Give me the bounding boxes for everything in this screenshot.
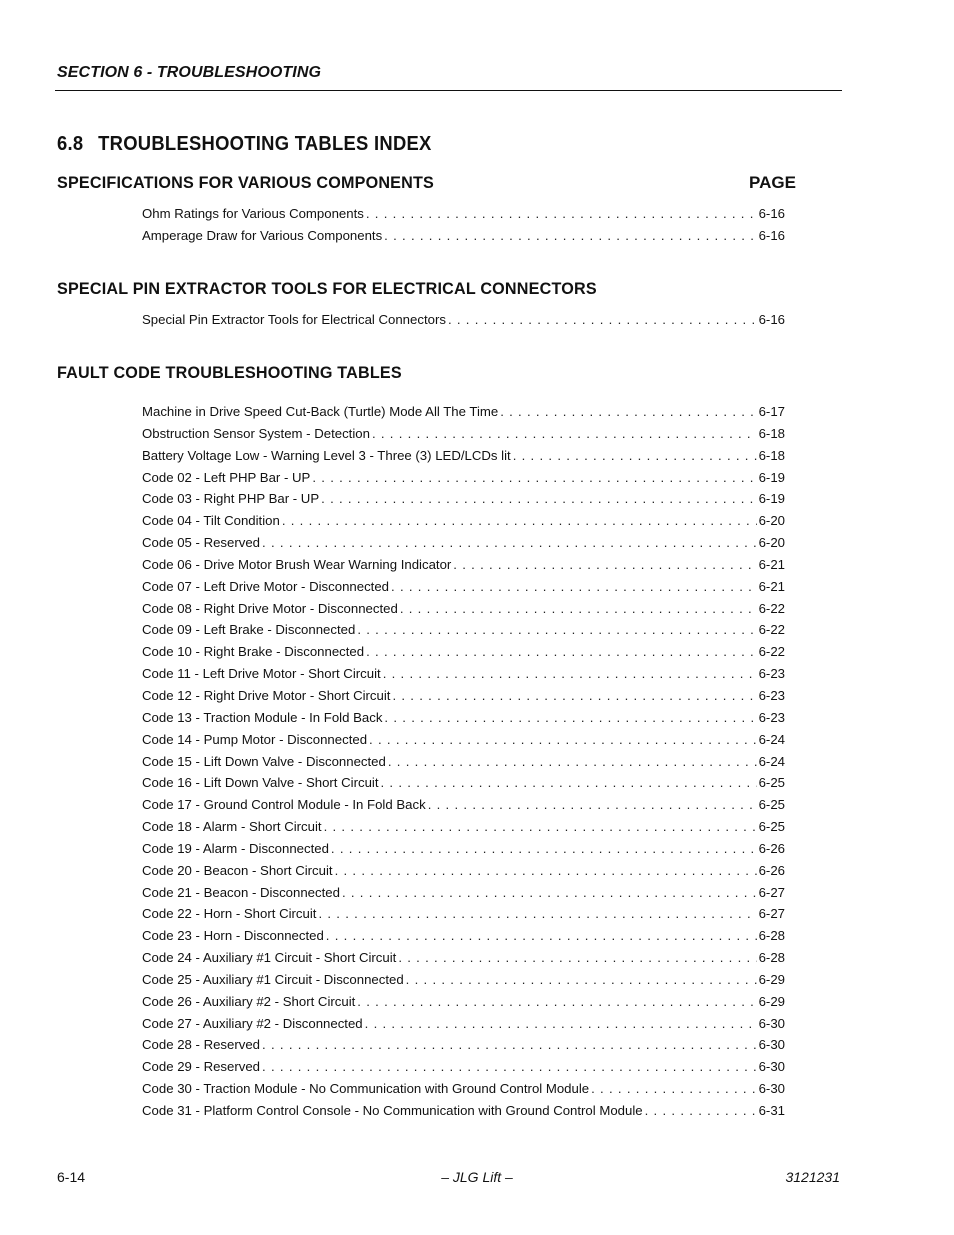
page-column-heading: PAGE <box>749 173 796 192</box>
toc-entry[interactable] <box>142 903 785 925</box>
toc-entry[interactable] <box>142 969 785 991</box>
dot-leader <box>400 598 757 620</box>
toc-entry-page: 6-16 <box>758 227 785 243</box>
toc-entry-page: 6-30 <box>758 1081 785 1097</box>
toc-list-pin-extractor-tools <box>142 309 785 331</box>
toc-entry[interactable] <box>142 401 785 423</box>
footer-document-number: 3121231 <box>785 1169 840 1185</box>
toc-entry[interactable] <box>142 309 785 331</box>
dot-leader <box>335 860 757 882</box>
dot-leader <box>366 641 756 663</box>
dot-leader <box>357 991 756 1013</box>
toc-entry-page: 6-28 <box>758 950 785 966</box>
toc-entry[interactable] <box>142 641 785 663</box>
dot-leader <box>448 309 757 331</box>
toc-entry-page: 6-16 <box>758 206 785 221</box>
toc-entry-title: Code 15 - Lift Down Valve - Disconnected <box>142 753 386 769</box>
toc-entry[interactable] <box>142 663 785 685</box>
toc-entry-title: Code 29 - Reserved <box>142 1059 261 1075</box>
toc-entry[interactable] <box>142 1078 785 1100</box>
toc-entry[interactable] <box>142 685 785 707</box>
toc-entry-title: Code 08 - Right Drive Motor - Disconnected <box>142 600 398 616</box>
toc-entry[interactable] <box>142 772 785 794</box>
toc-entry-title: Code 09 - Left Brake - Disconnected <box>142 622 356 638</box>
toc-entry-page: 6-31 <box>758 1103 785 1118</box>
toc-entry-page: 6-26 <box>758 862 785 878</box>
section-title: TROUBLESHOOTING TABLES INDEX <box>98 133 432 155</box>
toc-entry-page: 6-17 <box>758 404 785 419</box>
toc-entry-page: 6-23 <box>758 666 785 682</box>
toc-entry-page: 6-25 <box>758 819 785 835</box>
dot-leader <box>500 401 756 423</box>
toc-entry-page: 6-24 <box>758 731 785 747</box>
toc-entry-title: Obstruction Sensor System - Detection <box>142 425 370 441</box>
toc-entry-title: Code 17 - Ground Control Module - In Fold Back <box>142 797 426 813</box>
dot-leader <box>366 203 757 225</box>
toc-entry[interactable] <box>142 794 785 816</box>
toc-entry-page: 6-22 <box>758 600 785 616</box>
toc-entry-page: 6-22 <box>758 622 785 638</box>
dot-leader <box>331 838 757 860</box>
toc-entry-title: Code 05 - Reserved <box>142 535 261 551</box>
toc-entry-title: Code 02 - Left PHP Bar - UP <box>142 469 311 485</box>
toc-entry-title: Code 21 - Beacon - Disconnected <box>142 884 340 900</box>
toc-entry[interactable] <box>142 423 785 445</box>
toc-entry-page: 6-26 <box>758 840 785 856</box>
dot-leader <box>428 794 757 816</box>
toc-entry-page: 6-25 <box>758 797 785 813</box>
toc-entry-page: 6-30 <box>758 1059 785 1075</box>
toc-entry-page: 6-24 <box>758 753 785 769</box>
toc-entry[interactable] <box>142 882 785 904</box>
toc-entry-title: Code 22 - Horn - Short Circuit <box>142 906 317 922</box>
toc-entry-page: 6-21 <box>758 556 785 572</box>
dot-leader <box>365 1013 757 1035</box>
group-heading-specifications: SPECIFICATIONS FOR VARIOUS COMPONENTS <box>57 173 435 192</box>
toc-entry[interactable] <box>142 598 785 620</box>
toc-entry-title: Code 11 - Left Drive Motor - Short Circuit <box>142 666 381 682</box>
toc-entry-page: 6-27 <box>758 884 785 900</box>
toc-entry-title: Code 20 - Beacon - Short Circuit <box>142 862 333 878</box>
dot-leader <box>262 1056 757 1078</box>
toc-entry-title: Code 04 - Tilt Condition <box>142 513 280 529</box>
toc-entry-title: Code 27 - Auxiliary #2 - Disconnected <box>142 1015 363 1031</box>
toc-entry-page: 6-23 <box>758 687 785 703</box>
dot-leader <box>384 225 756 247</box>
toc-entry-title: Ohm Ratings for Various Components <box>142 206 364 221</box>
dot-leader <box>282 510 757 532</box>
toc-entry-page: 6-20 <box>758 513 785 529</box>
toc-entry[interactable] <box>142 751 785 773</box>
dot-leader <box>326 925 757 947</box>
toc-entry-title: Code 13 - Traction Module - In Fold Back <box>142 709 383 725</box>
page-title <box>57 133 432 156</box>
toc-entry-title: Amperage Draw for Various Components <box>142 227 383 243</box>
toc-entry-page: 6-28 <box>758 928 785 944</box>
toc-entry[interactable] <box>142 1100 785 1122</box>
dot-leader <box>262 532 757 554</box>
dot-leader <box>406 969 757 991</box>
footer-publisher: – JLG Lift – <box>441 1169 513 1185</box>
toc-entry-page: 6-21 <box>758 578 785 594</box>
dot-leader <box>372 423 757 445</box>
toc-entry[interactable] <box>142 707 785 729</box>
dot-leader <box>383 663 757 685</box>
toc-entry-page: 6-19 <box>758 491 785 507</box>
header-divider <box>55 90 842 91</box>
dot-leader <box>591 1078 756 1100</box>
toc-list-specifications <box>142 203 785 247</box>
toc-entry-page: 6-18 <box>758 447 785 463</box>
toc-entry-title: Battery Voltage Low - Warning Level 3 - Three (3) LED/LCDs lit <box>142 447 511 463</box>
dot-leader <box>392 685 756 707</box>
toc-entry-title: Code 19 - Alarm - Disconnected <box>142 840 329 856</box>
toc-entry-page: 6-16 <box>758 312 785 327</box>
toc-entry-page: 6-22 <box>758 644 785 660</box>
toc-entry[interactable] <box>142 947 785 969</box>
toc-entry-title: Code 24 - Auxiliary #1 Circuit - Short Circuit <box>142 950 397 966</box>
toc-entry-page: 6-25 <box>758 775 785 791</box>
dot-leader <box>391 576 757 598</box>
dot-leader <box>645 1100 757 1122</box>
toc-entry-title: Code 26 - Auxiliary #2 - Short Circuit <box>142 993 356 1009</box>
toc-entry-title: Special Pin Extractor Tools for Electrical Connectors <box>142 312 446 327</box>
toc-entry-title: Code 31 - Platform Control Console - No Communication with Ground Control Module <box>142 1103 643 1118</box>
toc-entry-title: Code 07 - Left Drive Motor - Disconnected <box>142 578 390 594</box>
dot-leader <box>513 445 757 467</box>
toc-entry[interactable] <box>142 445 785 467</box>
toc-entry-title: Code 25 - Auxiliary #1 Circuit - Disconnected <box>142 971 404 987</box>
toc-entry[interactable] <box>142 532 785 554</box>
dot-leader <box>453 554 756 576</box>
toc-entry[interactable] <box>142 816 785 838</box>
toc-entry-page: 6-27 <box>758 906 785 922</box>
toc-entry[interactable] <box>142 488 785 510</box>
dot-leader <box>342 882 757 904</box>
toc-list-fault-codes <box>142 401 785 1122</box>
toc-entry-title: Code 06 - Drive Motor Brush Wear Warning Indicator <box>142 556 452 572</box>
toc-entry[interactable] <box>142 510 785 532</box>
dot-leader <box>321 488 756 510</box>
dot-leader <box>312 467 756 489</box>
toc-entry[interactable] <box>142 619 785 641</box>
group-heading-fault-codes: FAULT CODE TROUBLESHOOTING TABLES <box>57 363 402 382</box>
toc-entry-title: Code 14 - Pump Motor - Disconnected <box>142 731 368 747</box>
dot-leader <box>388 751 757 773</box>
toc-entry[interactable] <box>142 860 785 882</box>
toc-entry-title: Code 10 - Right Brake - Disconnected <box>142 644 365 660</box>
dot-leader <box>262 1034 757 1056</box>
dot-leader <box>357 619 756 641</box>
dot-leader <box>318 903 756 925</box>
toc-entry[interactable] <box>142 203 785 225</box>
toc-entry[interactable] <box>142 1056 785 1078</box>
toc-entry[interactable] <box>142 838 785 860</box>
toc-entry-title: Code 18 - Alarm - Short Circuit <box>142 819 322 835</box>
dot-leader <box>324 816 757 838</box>
toc-entry[interactable] <box>142 991 785 1013</box>
toc-entry-title: Code 16 - Lift Down Valve - Short Circuit <box>142 775 379 791</box>
toc-entry-title: Code 12 - Right Drive Motor - Short Circuit <box>142 687 391 703</box>
toc-entry-title: Code 23 - Horn - Disconnected <box>142 928 324 944</box>
dot-leader <box>384 707 756 729</box>
running-header-section-title: SECTION 6 - TROUBLESHOOTING <box>57 64 322 81</box>
toc-entry[interactable] <box>142 225 785 247</box>
toc-entry-title: Code 03 - Right PHP Bar - UP <box>142 491 320 507</box>
toc-entry-title: Code 28 - Reserved <box>142 1037 261 1053</box>
toc-entry-page: 6-29 <box>758 971 785 987</box>
toc-entry[interactable] <box>142 729 785 751</box>
dot-leader <box>398 947 756 969</box>
toc-entry-page: 6-30 <box>758 1015 785 1031</box>
toc-entry[interactable] <box>142 1034 785 1056</box>
dot-leader <box>369 729 757 751</box>
footer-page-number: 6-14 <box>57 1169 86 1185</box>
toc-entry-page: 6-19 <box>758 469 785 485</box>
toc-entry[interactable] <box>142 554 785 576</box>
toc-entry-page: 6-29 <box>758 993 785 1009</box>
toc-entry[interactable] <box>142 576 785 598</box>
toc-entry-page: 6-23 <box>758 709 785 725</box>
section-number: 6.8 <box>57 133 84 155</box>
toc-entry-page: 6-30 <box>758 1037 785 1053</box>
toc-entry[interactable] <box>142 1013 785 1035</box>
toc-entry-title: Code 30 - Traction Module - No Communication with Ground Control Module <box>142 1081 590 1097</box>
toc-entry-page: 6-20 <box>758 535 785 551</box>
dot-leader <box>381 772 757 794</box>
toc-entry[interactable] <box>142 925 785 947</box>
toc-entry-title: Machine in Drive Speed Cut-Back (Turtle) Mode All The Time <box>142 404 499 419</box>
group-heading-pin-extractor-tools: SPECIAL PIN EXTRACTOR TOOLS FOR ELECTRICAL CONNECTORS <box>57 279 597 298</box>
toc-entry-page: 6-18 <box>758 425 785 441</box>
toc-entry[interactable] <box>142 467 785 489</box>
